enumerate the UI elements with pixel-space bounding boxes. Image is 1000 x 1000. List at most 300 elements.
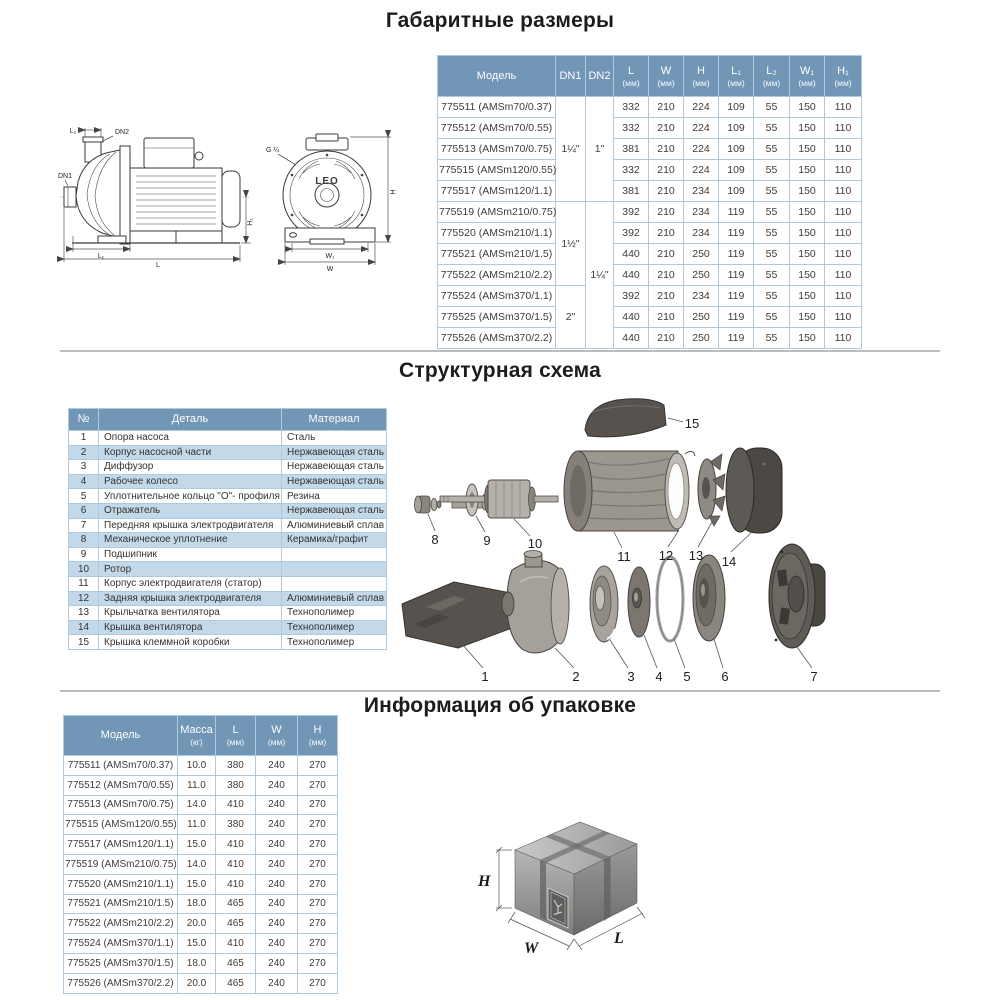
value-cell: 240 bbox=[256, 934, 298, 954]
dim-table-row bbox=[438, 307, 862, 328]
value-cell: 55 bbox=[754, 244, 790, 265]
parts-table-row bbox=[69, 591, 387, 606]
part-material-cell bbox=[282, 576, 387, 591]
model-cell: 775513 (AMSm70/0.75) bbox=[438, 139, 556, 160]
value-cell: 110 bbox=[825, 328, 862, 349]
value-cell: 150 bbox=[790, 160, 825, 181]
value-cell: 410 bbox=[216, 934, 256, 954]
model-cell: 775526 (AMSm370/2.2) bbox=[438, 328, 556, 349]
value-cell: 109 bbox=[719, 118, 754, 139]
column-header: H (мм) bbox=[298, 716, 338, 756]
value-cell: 150 bbox=[790, 307, 825, 328]
value-cell: 240 bbox=[256, 815, 298, 835]
packaging-table bbox=[63, 715, 338, 994]
column-header: L (мм) bbox=[216, 716, 256, 756]
part-number: 6 bbox=[721, 669, 729, 684]
part-number-cell: 4 bbox=[69, 474, 99, 489]
dim-table-row bbox=[438, 139, 862, 160]
label-h: H bbox=[390, 189, 397, 195]
value-cell: 240 bbox=[256, 756, 298, 776]
section-title-structure: Структурная схема bbox=[399, 359, 601, 382]
pack-table-row bbox=[64, 934, 338, 954]
column-header: L₁ (мм) bbox=[719, 56, 754, 97]
part-name-cell: Уплотнительное кольцо "О"- профиля bbox=[99, 489, 282, 504]
column-header: № bbox=[69, 409, 99, 431]
dim-header-row bbox=[438, 56, 862, 97]
value-cell: 150 bbox=[790, 181, 825, 202]
box-label-l: L bbox=[614, 930, 624, 947]
value-cell: 465 bbox=[216, 953, 256, 973]
part-number-cell: 11 bbox=[69, 576, 99, 591]
pack-table-row bbox=[64, 874, 338, 894]
column-header: DN2 bbox=[586, 56, 614, 97]
value-cell: 119 bbox=[719, 244, 754, 265]
value-cell: 119 bbox=[719, 265, 754, 286]
value-cell: 210 bbox=[649, 265, 684, 286]
value-cell: 150 bbox=[790, 286, 825, 307]
column-header: W₁ (мм) bbox=[790, 56, 825, 97]
inlet-dn1 bbox=[64, 187, 76, 207]
dim-table-row bbox=[438, 286, 862, 307]
part-name-cell: Механическое уплотнение bbox=[99, 533, 282, 548]
parts-table-row bbox=[69, 431, 387, 446]
value-cell: 392 bbox=[614, 223, 649, 244]
model-cell: 775517 (AMSm120/1.1) bbox=[64, 835, 178, 855]
pump-front-view-drawing bbox=[262, 132, 417, 272]
value-cell: 110 bbox=[825, 244, 862, 265]
part-number-cell: 8 bbox=[69, 533, 99, 548]
pump-side-view-drawing bbox=[58, 126, 254, 268]
value-cell: 234 bbox=[684, 202, 719, 223]
part-number: 13 bbox=[688, 548, 704, 563]
part-material-cell bbox=[282, 547, 387, 562]
part-number: 12 bbox=[658, 548, 674, 563]
part-deflector bbox=[693, 555, 725, 641]
column-header: Модель bbox=[64, 716, 178, 756]
value-cell: 210 bbox=[649, 286, 684, 307]
value-cell: 210 bbox=[649, 97, 684, 118]
dim-table-row bbox=[438, 244, 862, 265]
part-base-bracket bbox=[402, 582, 512, 648]
value-cell: 234 bbox=[684, 286, 719, 307]
value-cell: 270 bbox=[298, 973, 338, 993]
value-cell: 55 bbox=[754, 139, 790, 160]
value-cell: 15.0 bbox=[178, 934, 216, 954]
part-name-cell: Передняя крышка электродвигателя bbox=[99, 518, 282, 533]
part-material-cell: Нержавеющая сталь bbox=[282, 474, 387, 489]
value-cell: 14.0 bbox=[178, 854, 216, 874]
dn1-cell: 1¼" bbox=[556, 97, 586, 202]
part-material-cell: Резина bbox=[282, 489, 387, 504]
part-mechanical-seal bbox=[415, 496, 442, 513]
dn1-cell: 2" bbox=[556, 286, 586, 349]
value-cell: 240 bbox=[256, 775, 298, 795]
label-w1: W₁ bbox=[325, 253, 335, 260]
value-cell: 14.0 bbox=[178, 795, 216, 815]
model-cell: 775525 (AMSm370/1.5) bbox=[438, 307, 556, 328]
part-name-cell: Подшипник bbox=[99, 547, 282, 562]
pack-table-row bbox=[64, 854, 338, 874]
value-cell: 240 bbox=[256, 953, 298, 973]
value-cell: 270 bbox=[298, 815, 338, 835]
part-number: 11 bbox=[617, 549, 631, 564]
value-cell: 109 bbox=[719, 160, 754, 181]
parts-header-row bbox=[69, 409, 387, 431]
value-cell: 210 bbox=[649, 244, 684, 265]
value-cell: 392 bbox=[614, 202, 649, 223]
part-number: 14 bbox=[721, 554, 737, 569]
model-cell: 775520 (AMSm210/1.1) bbox=[438, 223, 556, 244]
value-cell: 150 bbox=[790, 265, 825, 286]
value-cell: 110 bbox=[825, 223, 862, 244]
part-number-cell: 12 bbox=[69, 591, 99, 606]
pump-head bbox=[76, 150, 120, 238]
part-rotor bbox=[440, 480, 558, 518]
column-header: Масса (кг) bbox=[178, 716, 216, 756]
part-impeller bbox=[628, 567, 650, 637]
model-cell: 775524 (AMSm370/1.1) bbox=[438, 286, 556, 307]
part-number: 1 bbox=[481, 669, 489, 684]
value-cell: 18.0 bbox=[178, 894, 216, 914]
part-fan-cover bbox=[726, 448, 782, 533]
value-cell: 109 bbox=[719, 97, 754, 118]
part-number: 7 bbox=[810, 669, 818, 684]
value-cell: 224 bbox=[684, 97, 719, 118]
part-name-cell: Диффузор bbox=[99, 460, 282, 475]
base-feet bbox=[72, 231, 240, 243]
part-material-cell: Алюминиевый сплав bbox=[282, 591, 387, 606]
value-cell: 440 bbox=[614, 265, 649, 286]
part-name-cell: Корпус электродвигателя (статор) bbox=[99, 576, 282, 591]
value-cell: 150 bbox=[790, 97, 825, 118]
value-cell: 270 bbox=[298, 756, 338, 776]
column-header: H (мм) bbox=[684, 56, 719, 97]
value-cell: 270 bbox=[298, 953, 338, 973]
pack-header-row bbox=[64, 716, 338, 756]
parts-table-row bbox=[69, 533, 387, 548]
value-cell: 110 bbox=[825, 139, 862, 160]
pack-table-row bbox=[64, 953, 338, 973]
part-material-cell: Технополимер bbox=[282, 606, 387, 621]
model-cell: 775522 (AMSm210/2.2) bbox=[438, 265, 556, 286]
value-cell: 410 bbox=[216, 795, 256, 815]
part-name-cell: Опора насоса bbox=[99, 431, 282, 446]
value-cell: 250 bbox=[684, 244, 719, 265]
model-cell: 775520 (AMSm210/1.1) bbox=[64, 874, 178, 894]
value-cell: 224 bbox=[684, 118, 719, 139]
value-cell: 119 bbox=[719, 202, 754, 223]
value-cell: 270 bbox=[298, 775, 338, 795]
model-cell: 775511 (AMSm70/0.37) bbox=[64, 756, 178, 776]
terminal-box bbox=[144, 138, 203, 168]
value-cell: 240 bbox=[256, 854, 298, 874]
value-cell: 250 bbox=[684, 307, 719, 328]
model-cell: 775515 (AMSm120/0.55) bbox=[438, 160, 556, 181]
value-cell: 210 bbox=[649, 328, 684, 349]
packaging-box-drawing bbox=[462, 800, 712, 990]
value-cell: 210 bbox=[649, 139, 684, 160]
part-name-cell: Крышка вентилятора bbox=[99, 620, 282, 635]
parts-table-row bbox=[69, 620, 387, 635]
value-cell: 465 bbox=[216, 914, 256, 934]
part-number-cell: 13 bbox=[69, 606, 99, 621]
model-cell: 775525 (AMSm370/1.5) bbox=[64, 953, 178, 973]
model-cell: 775521 (AMSm210/1.5) bbox=[438, 244, 556, 265]
part-number: 10 bbox=[527, 536, 543, 551]
value-cell: 119 bbox=[719, 328, 754, 349]
parts-table-row bbox=[69, 576, 387, 591]
pack-table-row bbox=[64, 756, 338, 776]
box-label-w: W bbox=[524, 940, 539, 957]
value-cell: 240 bbox=[256, 835, 298, 855]
dn2-cell: 1" bbox=[586, 97, 614, 202]
column-header: L₂ (мм) bbox=[754, 56, 790, 97]
pump-face bbox=[283, 151, 371, 239]
model-cell: 775519 (AMSm210/0.75) bbox=[438, 202, 556, 223]
dn2-cell: 1¼" bbox=[586, 202, 614, 349]
value-cell: 10.0 bbox=[178, 756, 216, 776]
part-fan bbox=[698, 454, 725, 526]
value-cell: 110 bbox=[825, 307, 862, 328]
dimensions-table bbox=[437, 55, 862, 349]
part-rear-cover bbox=[665, 451, 695, 529]
label-dn1: DN1 bbox=[58, 173, 73, 180]
value-cell: 55 bbox=[754, 286, 790, 307]
value-cell: 20.0 bbox=[178, 914, 216, 934]
leo-logo: LEO bbox=[315, 176, 339, 187]
parts-table-row bbox=[69, 474, 387, 489]
label-l: L bbox=[156, 262, 160, 269]
part-front-cover bbox=[769, 544, 825, 648]
motor-end-cap bbox=[222, 171, 240, 227]
value-cell: 250 bbox=[684, 265, 719, 286]
label-h1: H₁ bbox=[247, 218, 254, 226]
pack-table-row bbox=[64, 914, 338, 934]
model-cell: 775517 (AMSm120/1.1) bbox=[438, 181, 556, 202]
value-cell: 119 bbox=[719, 223, 754, 244]
value-cell: 410 bbox=[216, 874, 256, 894]
pack-table-row bbox=[64, 835, 338, 855]
value-cell: 150 bbox=[790, 139, 825, 160]
value-cell: 440 bbox=[614, 307, 649, 328]
value-cell: 110 bbox=[825, 265, 862, 286]
pack-table-row bbox=[64, 775, 338, 795]
model-cell: 775521 (AMSm210/1.5) bbox=[64, 894, 178, 914]
exploded-view-drawing bbox=[392, 392, 950, 690]
part-material-cell: Алюминиевый сплав bbox=[282, 518, 387, 533]
value-cell: 55 bbox=[754, 97, 790, 118]
part-number: 9 bbox=[483, 533, 491, 548]
part-name-cell: Корпус насосной части bbox=[99, 445, 282, 460]
pack-table-row bbox=[64, 815, 338, 835]
column-header: L (мм) bbox=[614, 56, 649, 97]
value-cell: 150 bbox=[790, 244, 825, 265]
column-header: Модель bbox=[438, 56, 556, 97]
part-number: 15 bbox=[684, 416, 700, 431]
value-cell: 210 bbox=[649, 160, 684, 181]
value-cell: 110 bbox=[825, 160, 862, 181]
model-cell: 775513 (AMSm70/0.75) bbox=[64, 795, 178, 815]
label-dn2: DN2 bbox=[115, 129, 130, 136]
dim-table-row bbox=[438, 160, 862, 181]
pack-table-row bbox=[64, 894, 338, 914]
value-cell: 110 bbox=[825, 118, 862, 139]
motor-body bbox=[130, 168, 222, 231]
value-cell: 210 bbox=[649, 181, 684, 202]
column-header: W (мм) bbox=[649, 56, 684, 97]
parts-table-row bbox=[69, 562, 387, 577]
parts-table-row bbox=[69, 606, 387, 621]
value-cell: 11.0 bbox=[178, 815, 216, 835]
model-cell: 775515 (AMSm120/0.55) bbox=[64, 815, 178, 835]
part-name-cell: Ротор bbox=[99, 562, 282, 577]
value-cell: 270 bbox=[298, 894, 338, 914]
value-cell: 20.0 bbox=[178, 973, 216, 993]
part-material-cell: Нержавеющая сталь bbox=[282, 445, 387, 460]
value-cell: 234 bbox=[684, 181, 719, 202]
value-cell: 240 bbox=[256, 914, 298, 934]
value-cell: 270 bbox=[298, 874, 338, 894]
column-header: Материал bbox=[282, 409, 387, 431]
dim-table-row bbox=[438, 181, 862, 202]
value-cell: 150 bbox=[790, 328, 825, 349]
value-cell: 55 bbox=[754, 160, 790, 181]
part-diffuser bbox=[590, 566, 618, 642]
value-cell: 109 bbox=[719, 139, 754, 160]
part-number-cell: 3 bbox=[69, 460, 99, 475]
value-cell: 150 bbox=[790, 202, 825, 223]
value-cell: 210 bbox=[649, 118, 684, 139]
value-cell: 109 bbox=[719, 181, 754, 202]
value-cell: 119 bbox=[719, 286, 754, 307]
label-w: W bbox=[326, 266, 334, 273]
value-cell: 332 bbox=[614, 118, 649, 139]
value-cell: 55 bbox=[754, 202, 790, 223]
value-cell: 240 bbox=[256, 874, 298, 894]
part-name-cell: Крыльчатка вентилятора bbox=[99, 606, 282, 621]
value-cell: 55 bbox=[754, 223, 790, 244]
model-cell: 775512 (AMSm70/0.55) bbox=[438, 118, 556, 139]
value-cell: 240 bbox=[256, 973, 298, 993]
section-divider bbox=[60, 690, 940, 692]
value-cell: 332 bbox=[614, 160, 649, 181]
part-material-cell: Технополимер bbox=[282, 620, 387, 635]
value-cell: 234 bbox=[684, 223, 719, 244]
value-cell: 110 bbox=[825, 181, 862, 202]
value-cell: 392 bbox=[614, 286, 649, 307]
parts-table bbox=[68, 408, 387, 650]
dim-table-row bbox=[438, 202, 862, 223]
column-header: DN1 bbox=[556, 56, 586, 97]
part-material-cell: Нержавеющая сталь bbox=[282, 503, 387, 518]
part-number-cell: 10 bbox=[69, 562, 99, 577]
part-material-cell: Керамика/графит bbox=[282, 533, 387, 548]
value-cell: 210 bbox=[649, 202, 684, 223]
part-number: 2 bbox=[572, 669, 580, 684]
label-l2: L₂ bbox=[69, 128, 77, 135]
label-l1: L₁ bbox=[97, 253, 105, 260]
value-cell: 55 bbox=[754, 265, 790, 286]
value-cell: 465 bbox=[216, 973, 256, 993]
box-label-h: H bbox=[478, 873, 491, 890]
parts-table-row bbox=[69, 445, 387, 460]
value-cell: 240 bbox=[256, 795, 298, 815]
value-cell: 11.0 bbox=[178, 775, 216, 795]
dim-table-row bbox=[438, 223, 862, 244]
value-cell: 55 bbox=[754, 307, 790, 328]
dim-table-row bbox=[438, 328, 862, 349]
pack-table-row bbox=[64, 973, 338, 993]
column-header: H₁ (мм) bbox=[825, 56, 862, 97]
value-cell: 55 bbox=[754, 181, 790, 202]
value-cell: 270 bbox=[298, 835, 338, 855]
section-title-packaging: Информация об упаковке bbox=[363, 694, 637, 717]
value-cell: 270 bbox=[298, 934, 338, 954]
value-cell: 380 bbox=[216, 775, 256, 795]
parts-table-row bbox=[69, 489, 387, 504]
value-cell: 440 bbox=[614, 328, 649, 349]
value-cell: 15.0 bbox=[178, 835, 216, 855]
part-terminal-cover bbox=[585, 399, 666, 437]
part-material-cell: Сталь bbox=[282, 431, 387, 446]
pack-table-row bbox=[64, 795, 338, 815]
part-pump-casing bbox=[502, 551, 569, 654]
value-cell: 224 bbox=[684, 139, 719, 160]
part-stator bbox=[564, 451, 678, 531]
model-cell: 775526 (AMSm370/2.2) bbox=[64, 973, 178, 993]
column-header: W (мм) bbox=[256, 716, 298, 756]
value-cell: 224 bbox=[684, 160, 719, 181]
part-material-cell: Технополимер bbox=[282, 635, 387, 650]
dn1-cell: 1½" bbox=[556, 202, 586, 286]
parts-table-row bbox=[69, 503, 387, 518]
value-cell: 210 bbox=[649, 307, 684, 328]
model-cell: 775524 (AMSm370/1.1) bbox=[64, 934, 178, 954]
value-cell: 381 bbox=[614, 181, 649, 202]
part-name-cell: Рабочее колесо bbox=[99, 474, 282, 489]
part-o-ring bbox=[657, 557, 683, 641]
value-cell: 210 bbox=[649, 223, 684, 244]
value-cell: 332 bbox=[614, 97, 649, 118]
value-cell: 240 bbox=[256, 894, 298, 914]
value-cell: 150 bbox=[790, 118, 825, 139]
value-cell: 465 bbox=[216, 894, 256, 914]
part-material-cell: Нержавеющая сталь bbox=[282, 460, 387, 475]
front-base bbox=[285, 228, 375, 244]
part-number: 4 bbox=[655, 669, 663, 684]
model-cell: 775511 (AMSm70/0.37) bbox=[438, 97, 556, 118]
value-cell: 15.0 bbox=[178, 874, 216, 894]
model-cell: 775522 (AMSm210/2.2) bbox=[64, 914, 178, 934]
value-cell: 110 bbox=[825, 202, 862, 223]
part-number: 5 bbox=[683, 669, 691, 684]
dim-table-row bbox=[438, 265, 862, 286]
value-cell: 410 bbox=[216, 854, 256, 874]
value-cell: 110 bbox=[825, 97, 862, 118]
part-name-cell: Отражатель bbox=[99, 503, 282, 518]
value-cell: 440 bbox=[614, 244, 649, 265]
value-cell: 55 bbox=[754, 328, 790, 349]
part-number: 8 bbox=[431, 532, 439, 547]
label-g-quarter: G ¼ bbox=[266, 147, 280, 154]
value-cell: 380 bbox=[216, 815, 256, 835]
part-number-cell: 14 bbox=[69, 620, 99, 635]
part-number-cell: 15 bbox=[69, 635, 99, 650]
value-cell: 119 bbox=[719, 307, 754, 328]
parts-table-row bbox=[69, 547, 387, 562]
part-number-cell: 9 bbox=[69, 547, 99, 562]
dim-table-row bbox=[438, 118, 862, 139]
